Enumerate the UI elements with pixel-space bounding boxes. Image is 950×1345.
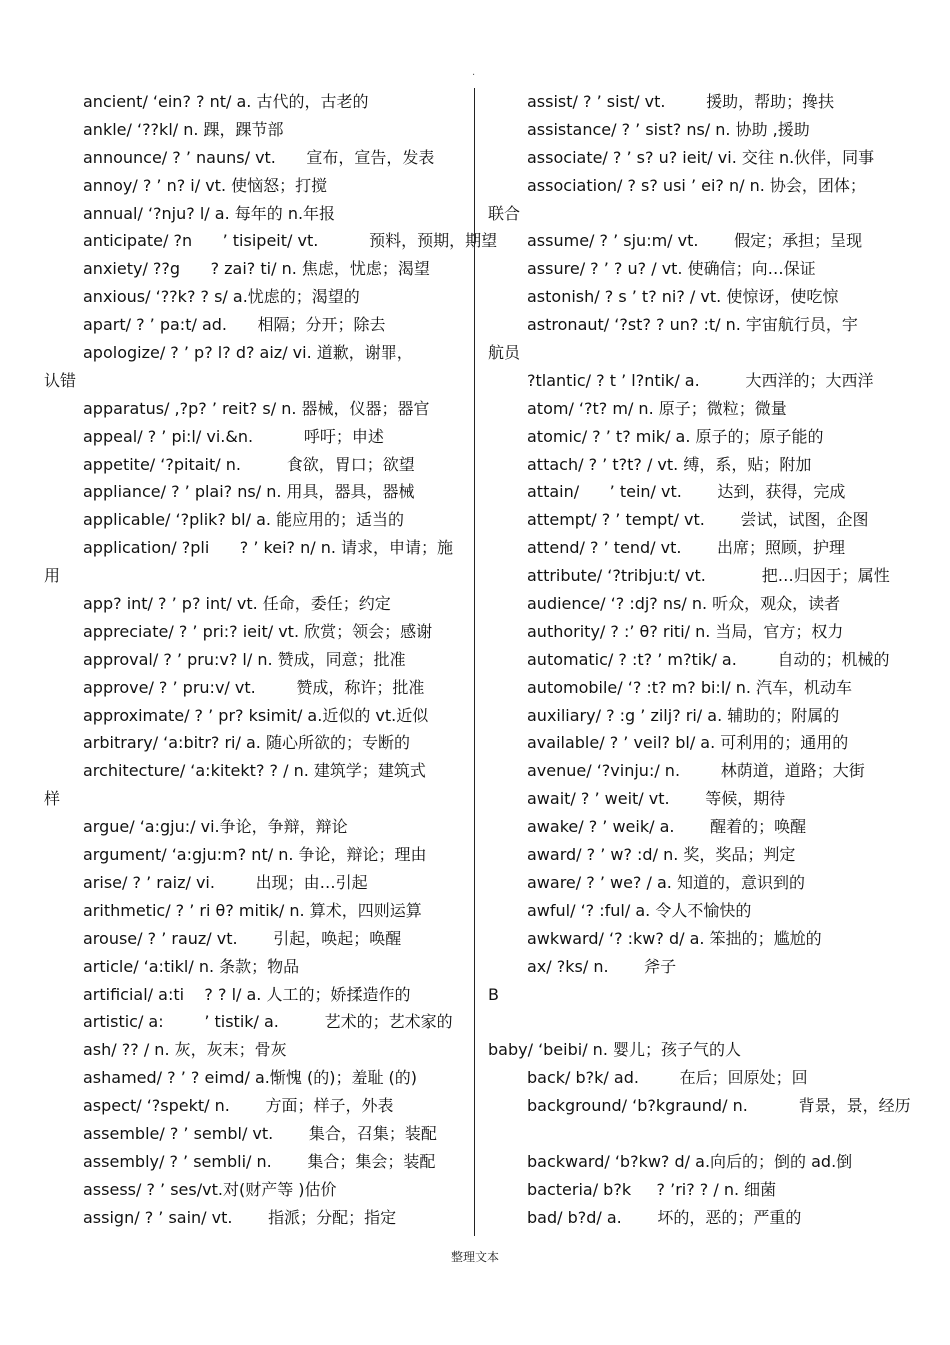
vocab-entry: ancient/ ‘ein? ? nt/ a. 古代的，古老的 [83,92,369,111]
vocab-entry: association/ ? s? usi ’ ei? n/ n. 协会，团体； [527,175,866,195]
vocab-entry: apologize/ ? ’ p? l? d? aiz/ vi. 道歉，谢罪， [83,343,413,363]
entry-continuation: 航员 [488,343,521,363]
vocab-entry: article/ ‘a:tikl/ n. 条款；物品 [83,956,300,976]
vocab-entry: attempt/ ? ’ tempt/ vt. 尝试，试图，企图 [527,510,869,530]
vocab-entry: avenue/ ‘?vinju:/ n. 林荫道，道路；大街 [527,761,865,781]
vocab-entry: attribute/ ‘?tribju:t/ vt. 把…归因于；属性 [527,566,890,586]
vocab-entry: aware/ ? ’ we? / a. 知道的，意识到的 [527,872,805,892]
vocab-entry: appreciate/ ? ’ pri:? ieit/ vt. 欣赏；领会；感谢 [83,621,433,641]
vocab-entry: available/ ? ’ veil? bl/ a. 可利用的；通用的 [527,733,849,753]
vocab-entry: application/ ?pli ? ’ kei? n/ n. 请求，申请；施 [83,538,454,558]
vocab-entry: applicable/ ‘?plik? bl/ a. 能应用的；适当的 [83,510,405,530]
vocab-entry: authority/ ? :’ θ? riti/ n. 当局，官方；权力 [527,621,844,641]
vocab-entry: automatic/ ? :t? ’ m?tik/ a. 自动的；机械的 [527,649,890,669]
section-heading: baby/ ‘beibi/ n. 婴儿；孩子气的人 [488,1040,741,1060]
blank-line [488,1120,913,1148]
vocab-entry: app? int/ ? ’ p? int/ vt. 任命，委任；约定 [83,594,391,614]
vocab-entry: anxiety/ ??g ? zai? ti/ n. 焦虑，忧虑；渴望 [83,259,430,279]
vocab-entry: auxiliary/ ? :g ’ zilj? ri/ a. 辅助的；附属的 [527,705,840,725]
vocab-entry: associate/ ? ’ s? u? ieit/ vi. 交往 n.伙伴，同事 [527,147,875,167]
vocab-entry: architecture/ ‘a:kitekt? ? / n. 建筑学；建筑式 [83,761,426,781]
vocab-entry: announce/ ? ’ nauns/ vt. 宣布，宣告，发表 [83,147,435,167]
vocab-entry: ash/ ?? / n. 灰，灰末；骨灰 [83,1040,287,1060]
vocab-entry: annoy/ ? ’ n? i/ vt. 使恼怒；打搅 [83,175,328,195]
blank-line [488,1008,913,1036]
vocab-entry: apparatus/ ,?p? ’ reit? s/ n. 器械，仪器；器官 [83,398,430,418]
vocab-entry: backward/ ‘b?kw? d/ a.向后的；倒的 ad.倒 [527,1151,853,1171]
vocab-entry: artistic/ a: ’ tistik/ a. 艺术的；艺术家的 [83,1012,453,1032]
vocab-entry: assess/ ? ’ ses/vt.对(财产等 )估价 [83,1179,337,1199]
vocab-entry: automobile/ ‘? :t? m? bi:l/ n. 汽车，机动车 [527,677,853,697]
entry-continuation: 认错 [44,370,77,390]
vocab-entry: arouse/ ? ’ rauz/ vt. 引起，唤起；唤醒 [83,928,402,948]
vocab-entry: awkward/ ‘? :kw? d/ a. 笨拙的；尴尬的 [527,928,822,948]
vocab-entry: appeal/ ? ’ pi:l/ vi.&n. 呼吁；申述 [83,426,384,446]
vocab-entry: arise/ ? ’ raiz/ vi. 出现；由…引起 [83,872,368,892]
entry-continuation: 样 [44,789,61,809]
vocab-entry: annual/ ‘?nju? l/ a. 每年的 n.年报 [83,203,336,223]
vocab-entry: arbitrary/ ‘a:bitr? ri/ a. 随心所欲的；专断的 [83,733,410,753]
vocab-entry: appliance/ ? ’ plai? ns/ n. 用具，器具，器械 [83,482,415,502]
vocab-entry: await/ ? ’ weit/ vt. 等候，期待 [527,789,786,809]
vocab-entry: assist/ ? ’ sist/ vt. 援助，帮助；搀扶 [527,92,835,111]
vocab-entry: awful/ ‘? :ful/ a. 令人不愉快的 [527,900,752,920]
vocab-entry: arithmetic/ ? ’ ri θ? mitik/ n. 算术，四则运算 [83,900,422,920]
top-mark: · [472,70,476,81]
column-divider [474,88,475,1236]
vocab-entry: audience/ ‘? :dj? ns/ n. 听众，观众，读者 [527,594,841,614]
vocab-entry: apart/ ? ’ pa:t/ ad. 相隔；分开；除去 [83,315,386,335]
vocab-entry: argument/ ‘a:gju:m? nt/ n. 争论，辩论；理由 [83,845,427,865]
section-heading: B [488,984,499,1004]
vocab-entry: aspect/ ‘?spekt/ n. 方面；样子，外表 [83,1096,394,1116]
vocab-entry: ankle/ ‘??kl/ n. 踝，踝节部 [83,119,284,139]
vocab-entry: assemble/ ? ’ sembl/ vt. 集合，召集；装配 [83,1123,437,1143]
vocab-entry: assure/ ? ’ ? u? / vt. 使确信；向…保证 [527,259,816,279]
vocab-entry: awake/ ? ’ weik/ a. 醒着的；唤醒 [527,817,807,837]
vocab-entry: atomic/ ? ’ t? mik/ a. 原子的；原子能的 [527,426,824,446]
vocab-entry: approve/ ? ’ pru:v/ vt. 赞成，称许；批准 [83,677,425,697]
vocab-entry: astonish/ ? s ’ t? ni? / vt. 使惊讶，使吃惊 [527,287,839,307]
vocab-entry: back/ b?k/ ad. 在后；回原处；回 [527,1068,808,1088]
right-column [488,88,913,1232]
vocab-entry: attain/ ’ tein/ vt. 达到，获得，完成 [527,482,846,502]
page-footer: 整理文本 [450,1250,499,1264]
vocab-entry: assistance/ ? ’ sist? ns/ n. 协助 ,援助 [527,119,810,139]
vocab-entry: award/ ? ’ w? :d/ n. 奖，奖品；判定 [527,845,796,865]
vocab-entry: astronaut/ ‘?st? ? un? :t/ n. 宇宙航行员，宇 [527,315,858,335]
entry-continuation: 用 [44,566,61,586]
vocab-entry: ?tlantic/ ? t ’ l?ntik/ a. 大西洋的；大西洋 [527,370,874,390]
vocab-entry: attach/ ? ’ t?t? / vt. 缚，系，贴；附加 [527,454,812,474]
vocab-entry: approval/ ? ’ pru:v? l/ n. 赞成，同意；批准 [83,649,406,669]
vocab-entry: artificial/ a:ti ? ? l/ a. 人工的；娇揉造作的 [83,984,411,1004]
vocab-entry: ashamed/ ? ’ ? eimd/ a.惭愧 (的)；羞耻 (的) [83,1068,418,1088]
vocab-entry: bad/ b?d/ a. 坏的，恶的；严重的 [527,1207,802,1227]
vocab-entry: anxious/ ‘??k? ? s/ a.忧虑的；渴望的 [83,287,360,307]
entry-continuation: 联合 [488,203,521,223]
vocab-entry: anticipate/ ?n ’ tisipeit/ vt. 预料，预期，期望 [83,231,498,251]
vocab-entry: background/ ‘b?kgraund/ n. 背景，景，经历 [527,1096,911,1116]
vocab-entry: assembly/ ? ’ sembli/ n. 集合；集会；装配 [83,1151,436,1171]
vocab-entry: ax/ ?ks/ n. 斧子 [527,956,677,976]
vocab-entry: approximate/ ? ’ pr? ksimit/ a.近似的 vt.近似 [83,705,429,725]
vocab-entry: bacteria/ b?k ? ’ri? ? / n. 细菌 [527,1179,777,1199]
vocab-entry: attend/ ? ’ tend/ vt. 出席；照顾，护理 [527,538,846,558]
vocab-entry: assign/ ? ’ sain/ vt. 指派；分配；指定 [83,1207,397,1227]
left-column [44,88,498,1232]
vocab-entry: argue/ ‘a:gju:/ vi.争论，争辩，辩论 [83,817,348,837]
vocab-entry: atom/ ‘?t? m/ n. 原子；微粒；微量 [527,398,787,418]
vocab-entry: assume/ ? ’ sju:m/ vt. 假定；承担；呈现 [527,231,863,251]
vocab-entry: appetite/ ‘?pitait/ n. 食欲，胃口；欲望 [83,454,415,474]
